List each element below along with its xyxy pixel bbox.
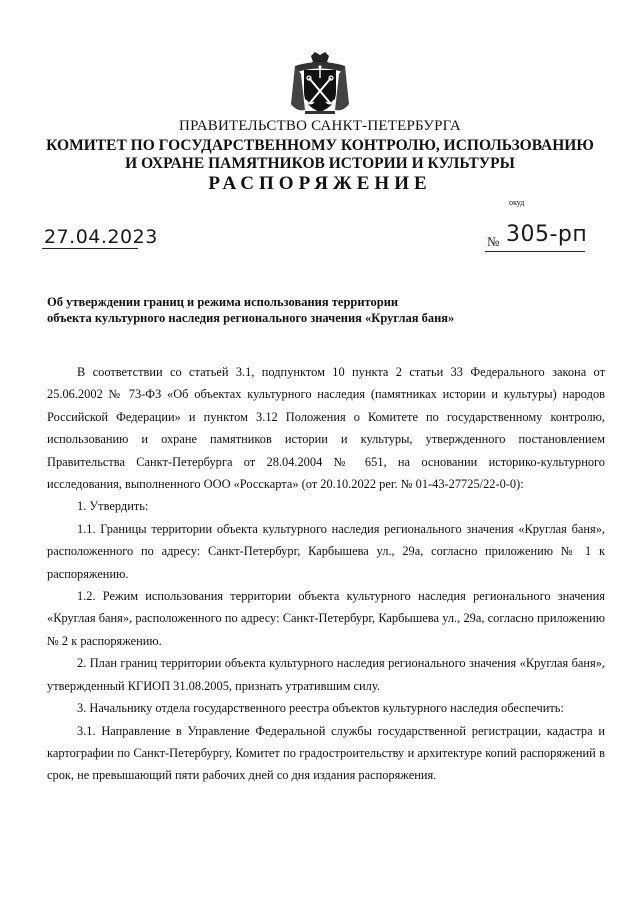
document-subject: [47, 294, 607, 326]
subject-line2: объекта культурного наследия регионального значения «Круглая баня»: [47, 311, 455, 325]
document-type: РАСПОРЯЖЕНИЕ: [208, 173, 432, 194]
paragraph-item-1: 1. Утвердить:: [77, 499, 149, 514]
committee-title-line2: И ОХРАНЕ ПАМЯТНИКОВ ИСТОРИИ И КУЛЬТУРЫ: [125, 155, 515, 172]
document-number: 305-рп: [506, 222, 588, 247]
number-label: №: [487, 234, 500, 249]
document-date: 27.04.2023: [44, 226, 158, 248]
document-body: [47, 361, 605, 787]
paragraph-item-3: 3. Начальнику отдела государственного реестра объектов культурного наследия обеспечить:: [77, 701, 564, 716]
saint-petersburg-coat-of-arms-icon: [291, 52, 349, 116]
committee-title-line1: КОМИТЕТ ПО ГОСУДАРСТВЕННОМУ КОНТРОЛЮ, ИСПОЛЬЗОВАНИЮ: [46, 137, 594, 154]
paragraph-item-1-2: 1.2. Режим использования территории объекта культурного наследия регионального значения «Круглая баня», расположенного по адресу: Санкт-Петербург, Карбышева ул., 29а, согласно приложению № 2 к распоряжению.: [47, 589, 605, 648]
number-underline: [485, 251, 585, 252]
paragraph-item-3-1: 3.1. Направление в Управление Федеральной службы государственной регистрации, кадастра и картографии по Санкт-Петербургу, Комитет по градостроительству и архитектуре копий распоряжений в срок, не превышающий пяти рабочих дней со дня издания распоряжения.: [47, 723, 605, 783]
date-underline: [42, 248, 138, 249]
paragraph-preamble: В соответствии со статьей 3.1, подпунктом 10 пункта 2 статьи 33 Федерального закона от 25.06.2002 № 73-ФЗ «Об объектах культурного наследия (памятниках истории и культуры) народов Российской Федерации» и пунктом 3.12 Положения о Комитете по государственному контролю, использованию и охране памятников истории и культуры, утвержденного постановлением Правительства Санкт-Петербурга от 28.04.2004 № 651, на основании историко-культурного исследования, выполненного ООО «Росскарта» (от 20.10.2022 рег. № 01-43-27725/22-0-0):: [47, 365, 605, 492]
paragraph-item-1-1: 1.1. Границы территории объекта культурного наследия регионального значения «Круглая баня», расположенного по адресу: Санкт-Петербург, Карбышева ул., 29а, согласно приложению № 1 к распоряжению.: [47, 521, 605, 581]
government-title: ПРАВИТЕЛЬСТВО САНКТ-ПЕТЕРБУРГА: [179, 118, 461, 134]
subject-line1: Об утверждении границ и режима использования территории: [47, 295, 399, 309]
paragraph-item-2: 2. План границ территории объекта культурного наследия регионального значения «Круглая баня», утвержденный КГИОП 31.08.2005, признать утратившим силу.: [47, 656, 605, 693]
okud-label: окуд: [509, 198, 525, 207]
committee-title: [0, 137, 640, 173]
